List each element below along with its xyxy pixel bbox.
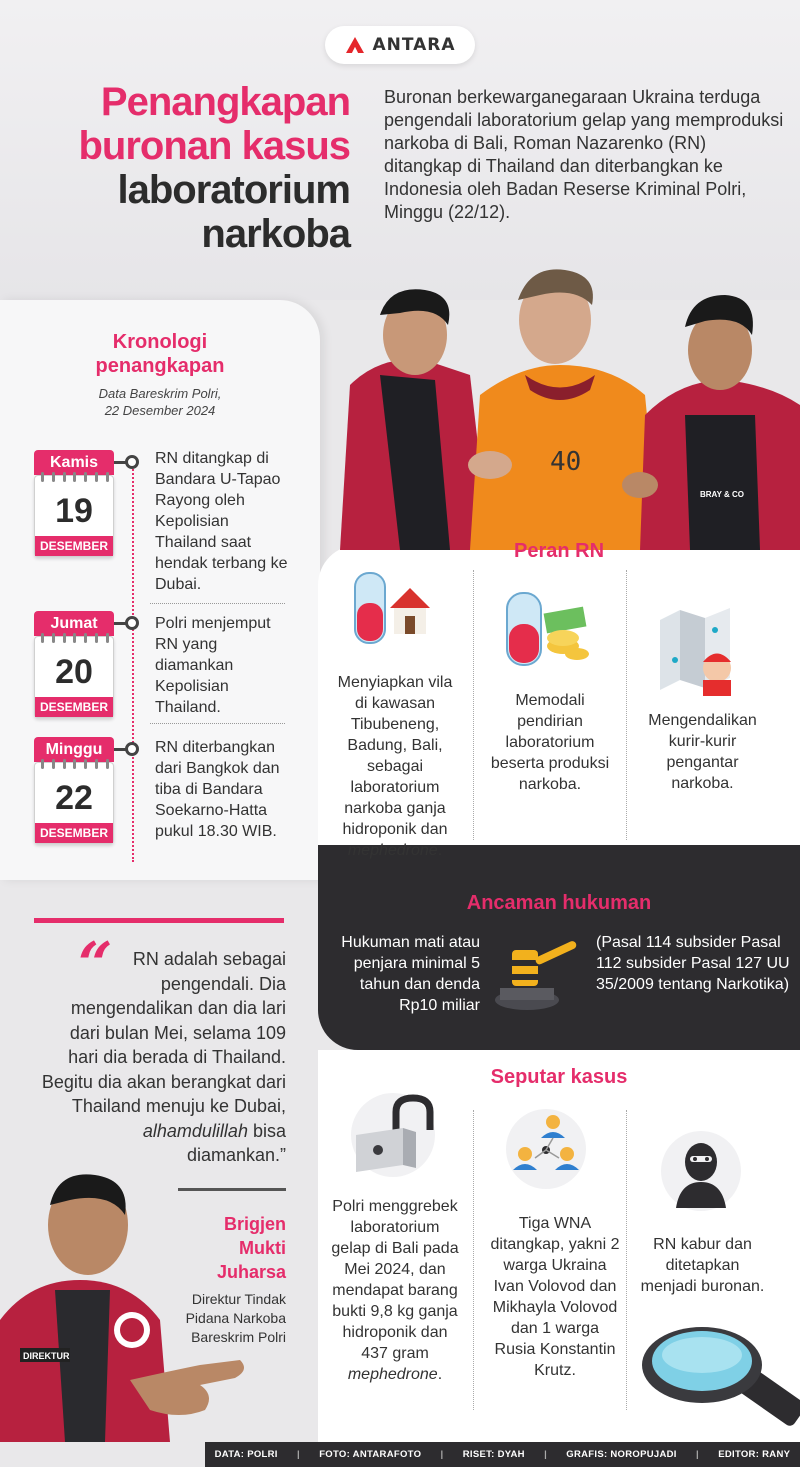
kronologi-title: Kronologi penangkapan [95,331,225,377]
seputar-item-1-text: Polri menggrebek laboratorium gelap di Bali pada Mei 2024, dan mendapat barang bukti 9,8 kg ganja hidroponik dan 437 gram [331,1198,459,1362]
speaker-name: Brigjen Mukti Juharsa [216,1214,286,1282]
seputar-item-2-text: Tiga WNA ditangkap, yakni 2 warga Ukraina Ivan Volovod dan Mikhayla Volovod dan 1 warga Rusia Konstantin Krutz. [490,1215,620,1379]
courier-icon [655,600,735,696]
credit-separator: | [296,1449,300,1460]
title-line-3: laboratorium [117,168,350,212]
footer-credits [205,1442,800,1467]
vest-text: BRAY & CO [700,490,745,499]
seputar-item-2 [490,1213,620,1381]
speaker-photo [0,1170,260,1442]
seputar-title: Seputar kasus [490,1066,628,1088]
divider [150,603,285,604]
calendar-icon [34,636,114,718]
divider [150,723,285,724]
seputar-item-1-end: . [437,1366,443,1383]
timeline-dot [125,455,139,469]
day-tag: Jumat [34,611,114,636]
flask-money-icon [505,588,590,670]
calendar-month: DESEMBER [35,536,113,556]
antara-logo[interactable] [325,26,475,64]
quote-bar [34,918,284,923]
seputar-item-3 [640,1234,765,1297]
page-title [20,80,350,256]
quote-text [40,947,286,1168]
event-text: Polri menjemput RN yang diamankan Kepolisian Thailand. [155,615,271,716]
credit-separator: | [695,1449,699,1460]
calendar-date: 22 [55,779,93,817]
credit-photo: FOTO: ANTARAFOTO [319,1449,422,1460]
logo-text: ANTARA [372,35,456,55]
credit-editor: EDITOR: RANY [718,1449,791,1460]
suspect [468,269,660,550]
calendar-month: DESEMBER [35,823,113,843]
title-line-1: Penangkapan [100,80,350,124]
timeline-event-1 [34,450,114,557]
ancaman-legal-basis: (Pasal 114 subsider Pasal 112 subsider Pasal 127 UU 35/2009 tentang Narkotika) [596,934,790,993]
calendar-icon [34,762,114,844]
magnifier-icon [640,1325,800,1442]
antara-logo-icon [344,36,366,54]
peran-item-3 [640,710,765,794]
calendar-date: 19 [55,492,93,530]
credit-graphics: GRAFIS: NOROPUJADI [566,1449,677,1460]
shirt-number: 40 [550,447,582,477]
credit-research: RISET: DYAH [462,1449,525,1460]
timeline-dot [125,616,139,630]
credit-data: DATA: POLRI [214,1449,278,1460]
quote-mark-icon: “ [78,930,113,1000]
event-text: RN ditangkap di Bandara U-Tapao Rayong oleh Kepolisian Thailand saat hendak terbang ke Dubai. [155,450,288,593]
masked-person-icon [660,1130,742,1212]
peran-title: Peran RN [513,540,605,562]
ancaman-title: Ancaman hukuman [466,892,652,914]
calendar-date: 20 [55,653,93,691]
source-line-1: Data Bareskrim Polri, [98,386,222,401]
divider [473,1110,474,1410]
day-tag: Kamis [34,450,114,475]
timeline-event-2 [34,611,114,718]
seputar-item-3-text: RN kabur dan ditetapkan menjadi buronan. [640,1236,765,1295]
kronologi-source [60,385,260,419]
peran-item-1 [330,672,460,861]
ancaman-penalty: Hukuman mati atau penjara minimal 5 tahun dan denda Rp10 miliar [341,934,480,1014]
speaker-role: Direktur Tindak Pidana Narkoba Bareskrim Polri [185,1291,286,1345]
divider [626,570,627,840]
peran-item-3-text: Mengendalikan kurir-kurir pengantar narkoba. [648,712,757,792]
peran-item-2-text: Memodali pendirian laboratorium beserta produksi narkoba. [490,692,610,793]
peran-item-2 [490,690,610,795]
quote-italic: alhamdulillah [142,1120,248,1141]
divider [626,1110,627,1410]
officer-left [340,289,490,550]
credit-separator: | [544,1449,548,1460]
calendar-icon [34,475,114,557]
officer-right [622,295,800,550]
peran-item-1-italic: mephedrone [347,842,438,859]
seputar-item-1 [330,1196,460,1385]
timeline-line [132,462,134,862]
seputar-item-1-italic: mephedrone [347,1366,438,1383]
peran-item-1-end: . [437,842,443,859]
timeline-event-3 [34,737,114,844]
source-line-2: 22 Desember 2024 [104,403,216,418]
credit-separator: | [440,1449,444,1460]
quote-end: bisa diamankan.” [186,1120,286,1165]
title-line-4: narkoba [201,212,350,256]
divider [473,570,474,840]
calendar-month: DESEMBER [35,697,113,717]
vest-label: DIREKTUR [23,1351,70,1361]
flask-house-icon [350,568,434,648]
arrest-photo [340,265,800,550]
event-text: RN diterbangkan dari Bangkok dan tiba di Bandara Soekarno-Hatta pukul 18.30 WIB. [155,739,280,840]
day-tag: Minggu [34,737,114,762]
quote-body: RN adalah sebagai pengendali. Dia mengendalikan dan dia lari dari bulan Mei, selama 109 hari dia berada di Thailand. Begitu dia akan berangkat dari Thailand menuju ke Dubai, [41,949,286,1116]
title-line-2: buronan kasus [78,124,350,168]
padlock-icon [348,1090,438,1180]
intro-paragraph: Buronan berkewarganegaraan Ukraina terduga pengendali laboratorium gelap yang memproduksi narkoba di Bali, Roman Nazarenko (RN) ditangkap di Thailand dan diterbangkan ke Indonesia oleh Badan Reserse Kriminal Polri, Minggu (22/12). [384,87,784,222]
gavel-icon [492,930,588,1012]
timeline-dot [125,742,139,756]
network-people-icon [505,1108,587,1190]
peran-item-1-text: Menyiapkan vila di kawasan Tibubeneng, Badung, Bali, sebagai laboratorium narkoba ganja hidroponik dan [337,674,453,838]
